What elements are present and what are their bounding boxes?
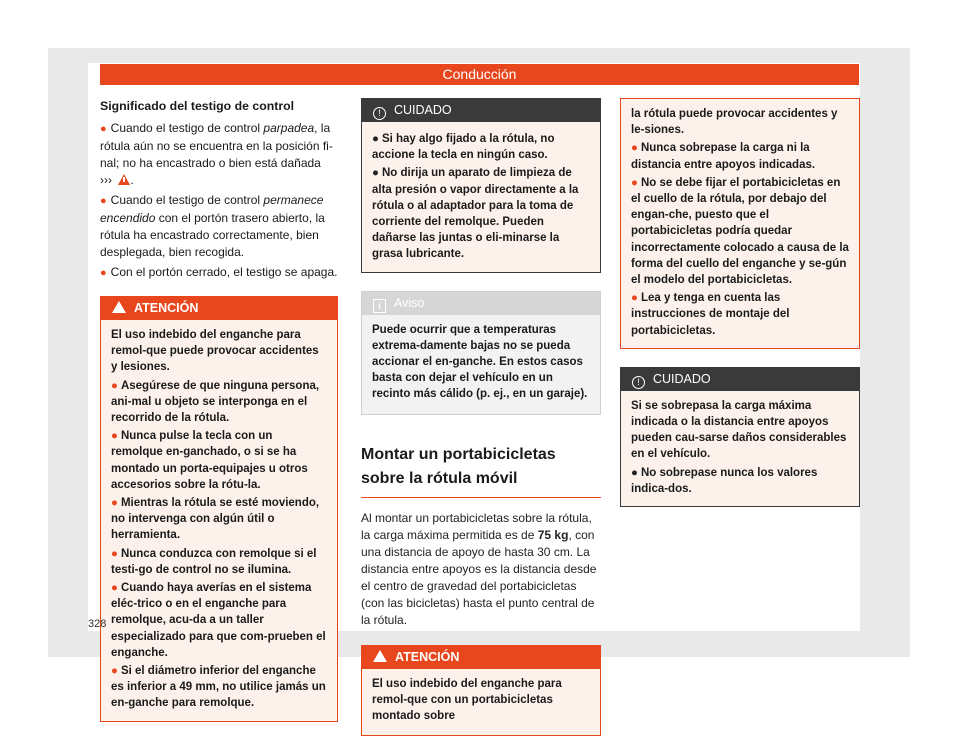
info-circle-icon: ! [632,376,645,389]
attention-box-2 [361,645,601,736]
list-item: ● Si el diámetro inferior del enganche es inferior a 49 mm, no utilice jamás un en-ganche para remolque. [111,665,326,710]
attention-body: El uso indebido del enganche para remol-que puede provocar accidentes y lesiones. ● Asegúrese de que ninguna persona, ani-mal u objeto se interponga en el recorrido de la rótula. ● Nunca pulse la tecla con un remolque en-ganchado, o si se ha montado un porta-equipajes u otros accesorios sobre la rótu-la. ● Mientras la rótula se esté moviendo, no intervenga con algún útil o herramienta. ● Nunca conduzca con remolque si el testi-go de control no se ilumina. ● Cuando haya averías en el sistema eléc-trico o en el enganche para remolque, acu-da a un taller especializado para que com-prueben el enganche. ● Si el diámetro inferior del enganche es inferior a 49 mm, no utilice jamás un en-ganche para remolque. [101,320,337,721]
column-1 [100,98,338,722]
list-item: ● Nunca sobrepase la carga ni la distancia entre apoyos indicadas. [631,142,816,171]
bullet-icon: ● [100,123,107,135]
bullet-icon: ● [372,167,379,180]
cross-reference[interactable]: ››› [100,173,112,187]
notice-box [361,291,601,415]
attention-body: El uso indebido del enganche para remol-que con un portabicicletas montado sobre [372,677,562,723]
attention-continued-box [620,98,860,349]
care-body [362,122,600,272]
attention-continued-body: la rótula puede provocar accidentes y le-siones. ● Nunca sobrepase la carga ni la distancia entre apoyos indicadas. ● No se debe fijar el portabicicletas en el cuello de la rótula, por debajo del engan-che, puesto que el portabicicletas podría quedar incorrectamente colocado a causa de la forma del cuello del enganche y se-gún el modelo del portabicicletas. ● Lea y tenga en cuenta las instrucciones de montaje del portabicicletas. [621,99,859,348]
bullet-icon: ● [111,430,118,443]
info-circle-icon: ! [373,107,386,120]
list-item: ● No sobrepase nunca los valores indica-dos. [631,466,818,495]
warning-triangle-icon [118,174,130,185]
bullet-icon: ● [111,582,118,595]
care-header: ! CUIDADO [362,99,600,122]
bullet-icon: ● [631,292,638,305]
care-box-2 [620,367,860,507]
paragraph-steady: ● Cuando el testigo de control permanece encendido con el portón trasero abierto, la rótula ha encastrado correctamente, bien desplegada, bien recogida. [100,193,325,259]
list-item: ● No dirija un aparato de limpieza de alta presión o vapor directamente a la rótula o al adaptador para la toma de corriente del remolque. Pueden dañarse las juntas o eli-minarse la grasa lubricante. [372,167,579,261]
chapter-header: Conducción [100,64,859,85]
paragraph-blinking: ● Cuando el testigo de control parpadea, la rótula aún no se encuentra en la posición fi-nal; no ha encastrado o bien está dañada ››› . [100,121,333,187]
page-number: 328 [88,618,107,630]
warning-triangle-icon [112,301,126,313]
list-item: ● Lea y tenga en cuenta las instrucciones de montaje del portabicicletas. [631,292,790,337]
bullet-icon: ● [111,497,118,510]
bullet-icon: ● [111,547,118,560]
list-item: ● Nunca pulse la tecla con un remolque en-ganchado, o si se ha montado un porta-equipajes u otros accesorios sobre la rótu-la. [111,430,308,491]
bullet-icon: ● [631,466,638,479]
list-item: ● Nunca conduzca con remolque si el testi-go de control no se ilumina. [111,547,317,576]
section-title: Montar un portabicicletas sobre la rótula móvil [361,443,601,498]
bullet-icon: ● [100,267,107,279]
section-subheading: Significado del testigo de control [100,99,295,113]
attention-header: ATENCIÓN [362,646,600,669]
column-3 [620,98,860,507]
paragraph-closed: ● Con el portón cerrado, el testigo se apaga. [100,265,338,279]
notice-header: i Aviso [362,292,600,315]
list-item: ● Cuando haya averías en el sistema eléc-trico o en el enganche para remolque, acu-da a un taller especializado para que com-prueben el enganche. [111,582,326,659]
care-box [361,98,601,273]
warning-triangle-icon [373,650,387,662]
bullet-icon: ● [631,142,638,155]
notice-body: Puede ocurrir que a temperaturas extrema-damente bajas no se pueda accionar el en-ganche. En estos casos basta con dejar el vehículo en un recinto más cálido (p. ej., en un garaje). [372,323,588,401]
list-item: ● Si hay algo fijado a la rótula, no accione la tecla en ningún caso. [372,133,555,162]
list-item: ● Mientras la rótula se esté moviendo, no intervenga con algún útil o herramienta. [111,497,320,542]
bullet-icon: ● [111,379,118,392]
bullet-icon: ● [372,133,379,145]
list-item: ● Asegúrese de que ninguna persona, ani-mal u objeto se interponga en el recorrido de la rótula. [111,379,320,425]
list-item: ● No se debe fijar el portabicicletas en el cuello de la rótula, por debajo del engan-che, puesto que el portabicicletas podría quedar incorrectamente colocado a causa de la forma del cuello del enganche y se-gún el modelo del portabicicletas. [631,176,849,287]
attention-box [100,296,338,722]
care-header: ! CUIDADO [621,368,859,391]
care-body: Si se sobrepasa la carga máxima indicada o la distancia entre apoyos pueden cau-sarse daños considerables en el vehículo. ● No sobrepase nunca los valores indica-dos. [621,391,859,506]
bullet-icon: ● [631,176,638,189]
info-icon: i [373,299,386,313]
bullet-icon: ● [100,195,107,207]
attention-header: ATENCIÓN [101,297,337,320]
body-paragraph: Al montar un portabicicletas sobre la rótula, la carga máxima permitida es de 75 kg, con una distancia de apoyo de hasta 30 cm. La distancia entre apoyos es la distancia desde el centro de gravedad del portabicicletas (con las bicicletas) hasta el punto central de la rótula. [361,510,597,627]
bullet-icon: ● [111,665,118,678]
column-2 [361,98,601,736]
